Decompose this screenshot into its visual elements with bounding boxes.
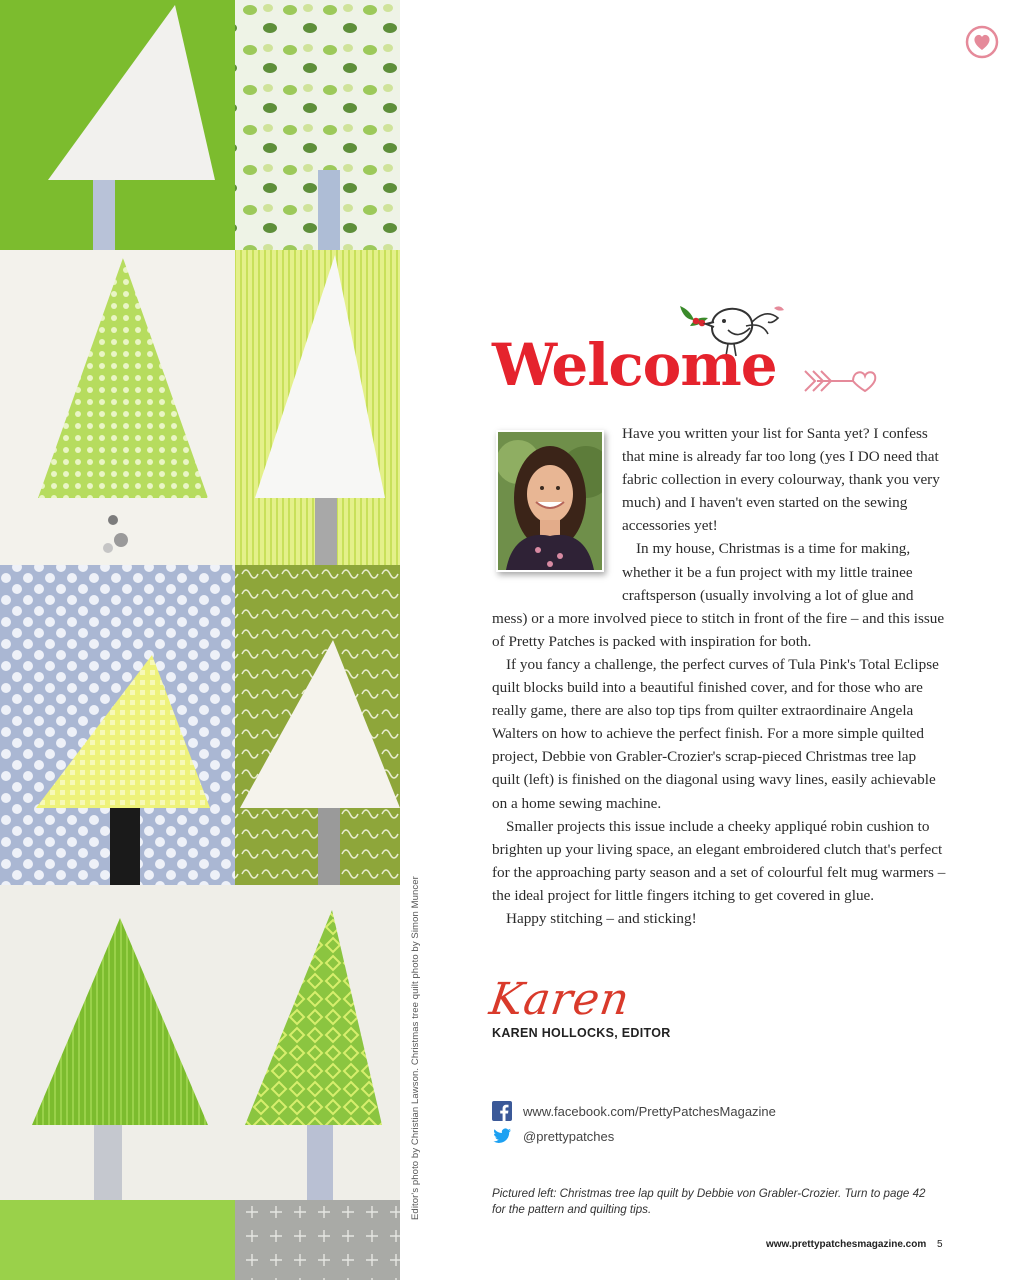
editor-signature: Karen (486, 974, 634, 1025)
photo-caption: Pictured left: Christmas tree lap quilt by Debbie von Grabler-Crozier. Turn to page 42 for the pattern and quilting tips. (492, 1187, 926, 1216)
page-title: Welcome (492, 331, 777, 399)
editor-name: KAREN HOLLOCKS, EDITOR (492, 1026, 671, 1040)
editor-letter (492, 422, 946, 930)
twitter-icon (492, 1126, 512, 1146)
page-footer (766, 1239, 943, 1250)
paragraph: In my house, Christmas is a time for making, whether it be a fun project with my little trainee craftsperson (usually involving a lot of glue and mess) or a more involved piece to stitch in front of the fire – and this issue of Pretty Patches is packed with inspiration for both. (492, 540, 945, 650)
heart-icon (964, 24, 1000, 60)
page-number: 5 (937, 1239, 943, 1250)
facebook-row[interactable] (492, 1101, 776, 1121)
quilt-photo (0, 0, 400, 1280)
facebook-link[interactable]: www.facebook.com/PrettyPatchesMagazine (523, 1103, 776, 1119)
heart-arrow-icon (803, 366, 877, 396)
footer-url[interactable]: www.prettypatchesmagazine.com (766, 1239, 927, 1250)
quilt-illustration (0, 0, 400, 1280)
paragraph: Have you written your list for Santa yet? I confess that mine is already far too long (yes I DO need that fabric collection in every colourway, thank you very much) and I haven't even started on the sewing accessories yet! (622, 425, 940, 535)
twitter-handle[interactable]: @prettypatches (523, 1128, 615, 1144)
paragraph: Smaller projects this issue include a cheeky appliqué robin cushion to brighten up your living space, an elegant embroidered clutch that's perfect for the approaching party season and a set of colourful felt mug warmers – the ideal project for little fingers itching to get covered in glue. (492, 817, 946, 904)
paragraph: Happy stitching – and sticking! (506, 909, 697, 927)
facebook-icon (492, 1101, 512, 1121)
paragraph: If you fancy a challenge, the perfect curves of Tula Pink's Total Eclipse quilt blocks build into a beautiful finished cover, and for those who are really game, there are also top tips from quilter extraordinaire Angela Walters on how to achieve the perfect finish. For a more simple quilted project, Debbie von Grabler-Crozier's scrap-pieced Christmas tree lap quilt (left) is finished on the diagonal using wavy lines, easily achievable on a home sewing machine. (492, 655, 939, 812)
photo-credit: Editor's photo by Christian Lawson. Christmas tree quilt photo by Simon Muncer (410, 876, 421, 1220)
twitter-row[interactable] (492, 1126, 614, 1146)
